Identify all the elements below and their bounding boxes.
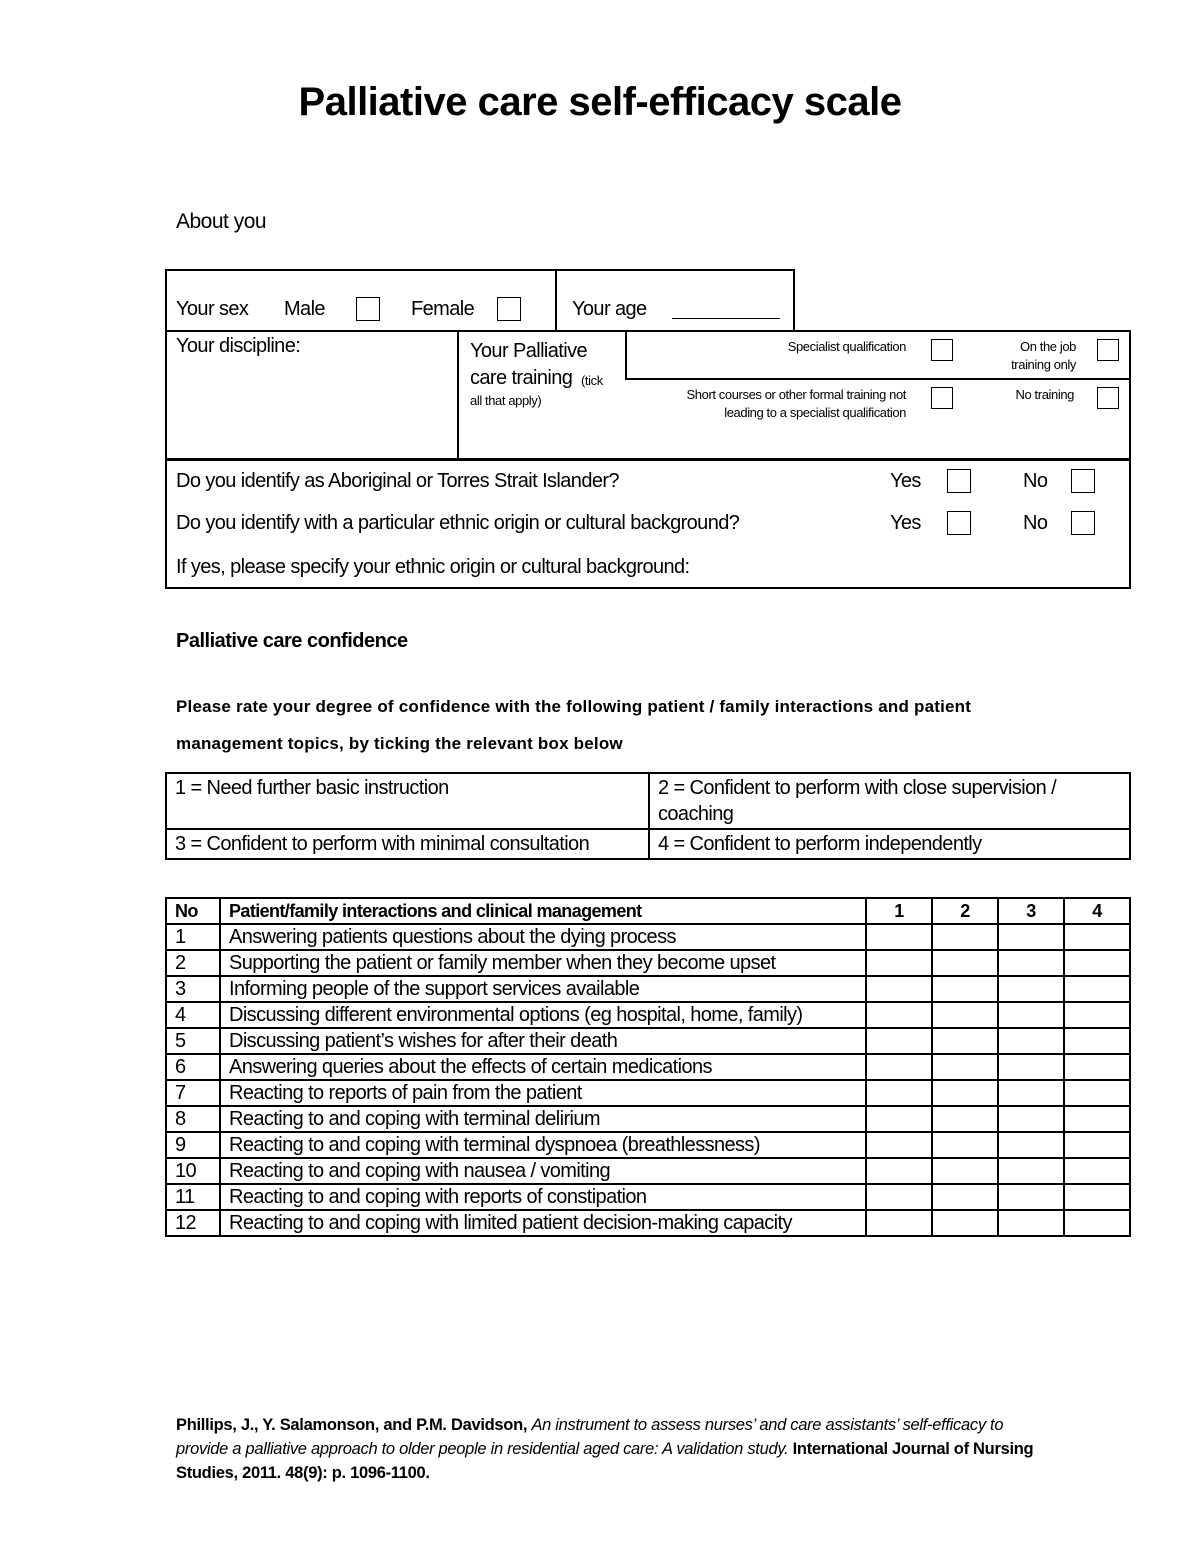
rating-cell-1[interactable] <box>866 1210 932 1236</box>
rating-key-1: 1 = Need further basic instruction <box>166 773 649 829</box>
rating-cell-2[interactable] <box>932 1028 998 1054</box>
age-label: Your age <box>572 298 647 320</box>
page-title: Palliative care self-efficacy scale <box>298 80 902 124</box>
rating-cell-1[interactable] <box>866 1080 932 1106</box>
rating-cell-4[interactable] <box>1064 1184 1130 1210</box>
rating-cell-1[interactable] <box>866 1002 932 1028</box>
item-description: Reacting to reports of pain from the patient <box>220 1080 866 1106</box>
item-number: 10 <box>166 1158 220 1184</box>
rating-cell-1[interactable] <box>866 1184 932 1210</box>
rating-cell-1[interactable] <box>866 950 932 976</box>
rating-cell-4[interactable] <box>1064 950 1130 976</box>
specialist-label: Specialist qualification <box>787 339 906 354</box>
rating-cell-3[interactable] <box>998 1002 1064 1028</box>
ethnic-yes-label: Yes <box>890 512 921 534</box>
rating-cell-3[interactable] <box>998 1028 1064 1054</box>
rating-cell-4[interactable] <box>1064 924 1130 950</box>
table-row <box>166 950 1130 976</box>
onjob-checkbox[interactable] <box>1097 339 1119 361</box>
rating-cell-2[interactable] <box>932 1054 998 1080</box>
reference-volume: 48 <box>285 1464 304 1482</box>
rating-cell-1[interactable] <box>866 1028 932 1054</box>
table-row <box>166 1184 1130 1210</box>
table-row <box>166 1028 1130 1054</box>
rating-cell-2[interactable] <box>932 1132 998 1158</box>
rating-cell-2[interactable] <box>932 1210 998 1236</box>
rating-cell-4[interactable] <box>1064 1132 1130 1158</box>
item-description: Reacting to and coping with limited patient decision-making capacity <box>220 1210 866 1236</box>
item-description: Reacting to and coping with nausea / vomiting <box>220 1158 866 1184</box>
table-row <box>166 1080 1130 1106</box>
divider-training-row <box>625 378 1130 380</box>
divider-discipline <box>457 330 459 460</box>
rating-key-table <box>165 772 1131 860</box>
onjob-label-line2: training only <box>1011 357 1076 372</box>
item-number: 3 <box>166 976 220 1002</box>
female-label: Female <box>411 298 475 320</box>
ethnic-no-label: No <box>1023 512 1048 534</box>
rating-cell-1[interactable] <box>866 976 932 1002</box>
rating-cell-3[interactable] <box>998 1210 1064 1236</box>
confidence-heading: Palliative care confidence <box>176 630 408 652</box>
rating-cell-1[interactable] <box>866 1132 932 1158</box>
rating-cell-4[interactable] <box>1064 1028 1130 1054</box>
rating-key-2: 2 = Confident to perform with close supervision / coaching <box>649 773 1130 829</box>
ethnic-question: Do you identify with a particular ethnic origin or cultural background? <box>176 512 740 534</box>
rating-cell-3[interactable] <box>998 1054 1064 1080</box>
col-item-header: Patient/family interactions and clinical management <box>220 898 866 924</box>
item-description: Reacting to and coping with terminal dyspnoea (breathlessness) <box>220 1132 866 1158</box>
item-number: 12 <box>166 1210 220 1236</box>
specify-prompt: If yes, please specify your ethnic origin or cultural background: <box>176 556 690 578</box>
male-checkbox[interactable] <box>356 297 380 321</box>
item-description: Informing people of the support services available <box>220 976 866 1002</box>
rating-cell-2[interactable] <box>932 976 998 1002</box>
rating-cell-3[interactable] <box>998 1132 1064 1158</box>
aboriginal-no-checkbox[interactable] <box>1071 469 1095 493</box>
male-label: Male <box>284 298 325 320</box>
rating-cell-3[interactable] <box>998 1106 1064 1132</box>
rating-cell-2[interactable] <box>932 1002 998 1028</box>
item-description: Answering patients questions about the dying process <box>220 924 866 950</box>
short-course-label-line2: leading to a specialist qualification <box>724 405 906 420</box>
item-description: Reacting to and coping with terminal delirium <box>220 1106 866 1132</box>
item-description: Discussing patient’s wishes for after their death <box>220 1028 866 1054</box>
col-3-header: 3 <box>998 898 1064 924</box>
table-row <box>166 1158 1130 1184</box>
rating-cell-4[interactable] <box>1064 1210 1130 1236</box>
table-row <box>166 1210 1130 1236</box>
rating-cell-4[interactable] <box>1064 1054 1130 1080</box>
item-number: 7 <box>166 1080 220 1106</box>
item-number: 1 <box>166 924 220 950</box>
rating-cell-4[interactable] <box>1064 1106 1130 1132</box>
ethnic-no-checkbox[interactable] <box>1071 511 1095 535</box>
reference-citation <box>176 1413 1056 1485</box>
aboriginal-no-label: No <box>1023 470 1048 492</box>
table-row <box>166 1132 1130 1158</box>
table-row <box>166 1054 1130 1080</box>
confidence-instruction: Please rate your degree of confidence with the following patient / family interactions and patient management topics, by ticking the relevant box below <box>176 697 972 753</box>
item-description: Supporting the patient or family member when they become upset <box>220 950 866 976</box>
interactions-table <box>165 897 1131 1237</box>
rating-cell-4[interactable] <box>1064 976 1130 1002</box>
rating-cell-1[interactable] <box>866 1106 932 1132</box>
rating-cell-1[interactable] <box>866 1054 932 1080</box>
training-hint-part1: (tick <box>581 373 603 388</box>
aboriginal-question: Do you identify as Aboriginal or Torres Strait Islander? <box>176 470 619 492</box>
rating-cell-3[interactable] <box>998 1080 1064 1106</box>
training-label-line1: Your Palliative <box>470 340 588 362</box>
age-field[interactable] <box>672 296 780 319</box>
rating-cell-4[interactable] <box>1064 1080 1130 1106</box>
rating-cell-2[interactable] <box>932 1106 998 1132</box>
sex-label: Your sex <box>176 298 249 320</box>
item-description: Discussing different environmental options (eg hospital, home, family) <box>220 1002 866 1028</box>
col-2-header: 2 <box>932 898 998 924</box>
training-hint-part2: all that apply) <box>470 393 542 408</box>
rating-key-3: 3 = Confident to perform with minimal consultation <box>166 829 649 859</box>
reference-journal: International Journal of Nursing Studies, 2011. <box>176 1440 1034 1482</box>
reference-authors: Phillips, J., Y. Salamonson, and P.M. Davidson, <box>176 1416 528 1434</box>
table-row <box>166 1002 1130 1028</box>
rating-cell-1[interactable] <box>866 1158 932 1184</box>
rating-cell-3[interactable] <box>998 976 1064 1002</box>
discipline-field[interactable] <box>170 364 452 456</box>
item-number: 6 <box>166 1054 220 1080</box>
aboriginal-yes-checkbox[interactable] <box>947 469 971 493</box>
rating-cell-2[interactable] <box>932 924 998 950</box>
rating-cell-2[interactable] <box>932 950 998 976</box>
rating-cell-4[interactable] <box>1064 1158 1130 1184</box>
onjob-label-line1: On the job <box>1020 339 1076 354</box>
no-training-checkbox[interactable] <box>1097 387 1119 409</box>
rating-key-4: 4 = Confident to perform independently <box>649 829 1130 859</box>
rating-cell-2[interactable] <box>932 1158 998 1184</box>
discipline-label: Your discipline: <box>176 335 301 357</box>
specialist-checkbox[interactable] <box>931 339 953 361</box>
item-description: Reacting to and coping with reports of constipation <box>220 1184 866 1210</box>
rating-cell-3[interactable] <box>998 1184 1064 1210</box>
col-no-header: No <box>166 898 220 924</box>
reference-issue-pages: (9): p. 1096-1100. <box>303 1464 430 1482</box>
reference-article: An instrument to assess nurses’ and care assistants’ self-efficacy to provide a palliative approach to older people in residential aged care: A validation study. <box>176 1416 1004 1458</box>
table-row <box>166 976 1130 1002</box>
ethnic-yes-checkbox[interactable] <box>947 511 971 535</box>
table-row <box>166 1106 1130 1132</box>
item-description: Answering queries about the effects of certain medications <box>220 1054 866 1080</box>
training-label-line2: care training <box>470 367 573 389</box>
item-number: 8 <box>166 1106 220 1132</box>
col-4-header: 4 <box>1064 898 1130 924</box>
rating-cell-3[interactable] <box>998 924 1064 950</box>
rating-cell-4[interactable] <box>1064 1002 1130 1028</box>
rating-cell-3[interactable] <box>998 1158 1064 1184</box>
short-course-checkbox[interactable] <box>931 387 953 409</box>
female-checkbox[interactable] <box>497 297 521 321</box>
table-body <box>166 924 1130 1236</box>
rating-cell-2[interactable] <box>932 1080 998 1106</box>
aboriginal-yes-label: Yes <box>890 470 921 492</box>
col-1-header: 1 <box>866 898 932 924</box>
short-course-label-line1: Short courses or other formal training not <box>686 387 906 402</box>
item-number: 9 <box>166 1132 220 1158</box>
divider-training <box>625 330 627 380</box>
item-number: 11 <box>166 1184 220 1210</box>
about-heading: About you <box>176 210 267 233</box>
table-header-row <box>166 898 1130 924</box>
item-number: 5 <box>166 1028 220 1054</box>
item-number: 4 <box>166 1002 220 1028</box>
rating-cell-1[interactable] <box>866 924 932 950</box>
no-training-label: No training <box>1015 387 1074 402</box>
rating-cell-3[interactable] <box>998 950 1064 976</box>
table-row <box>166 924 1130 950</box>
item-number: 2 <box>166 950 220 976</box>
rating-cell-2[interactable] <box>932 1184 998 1210</box>
